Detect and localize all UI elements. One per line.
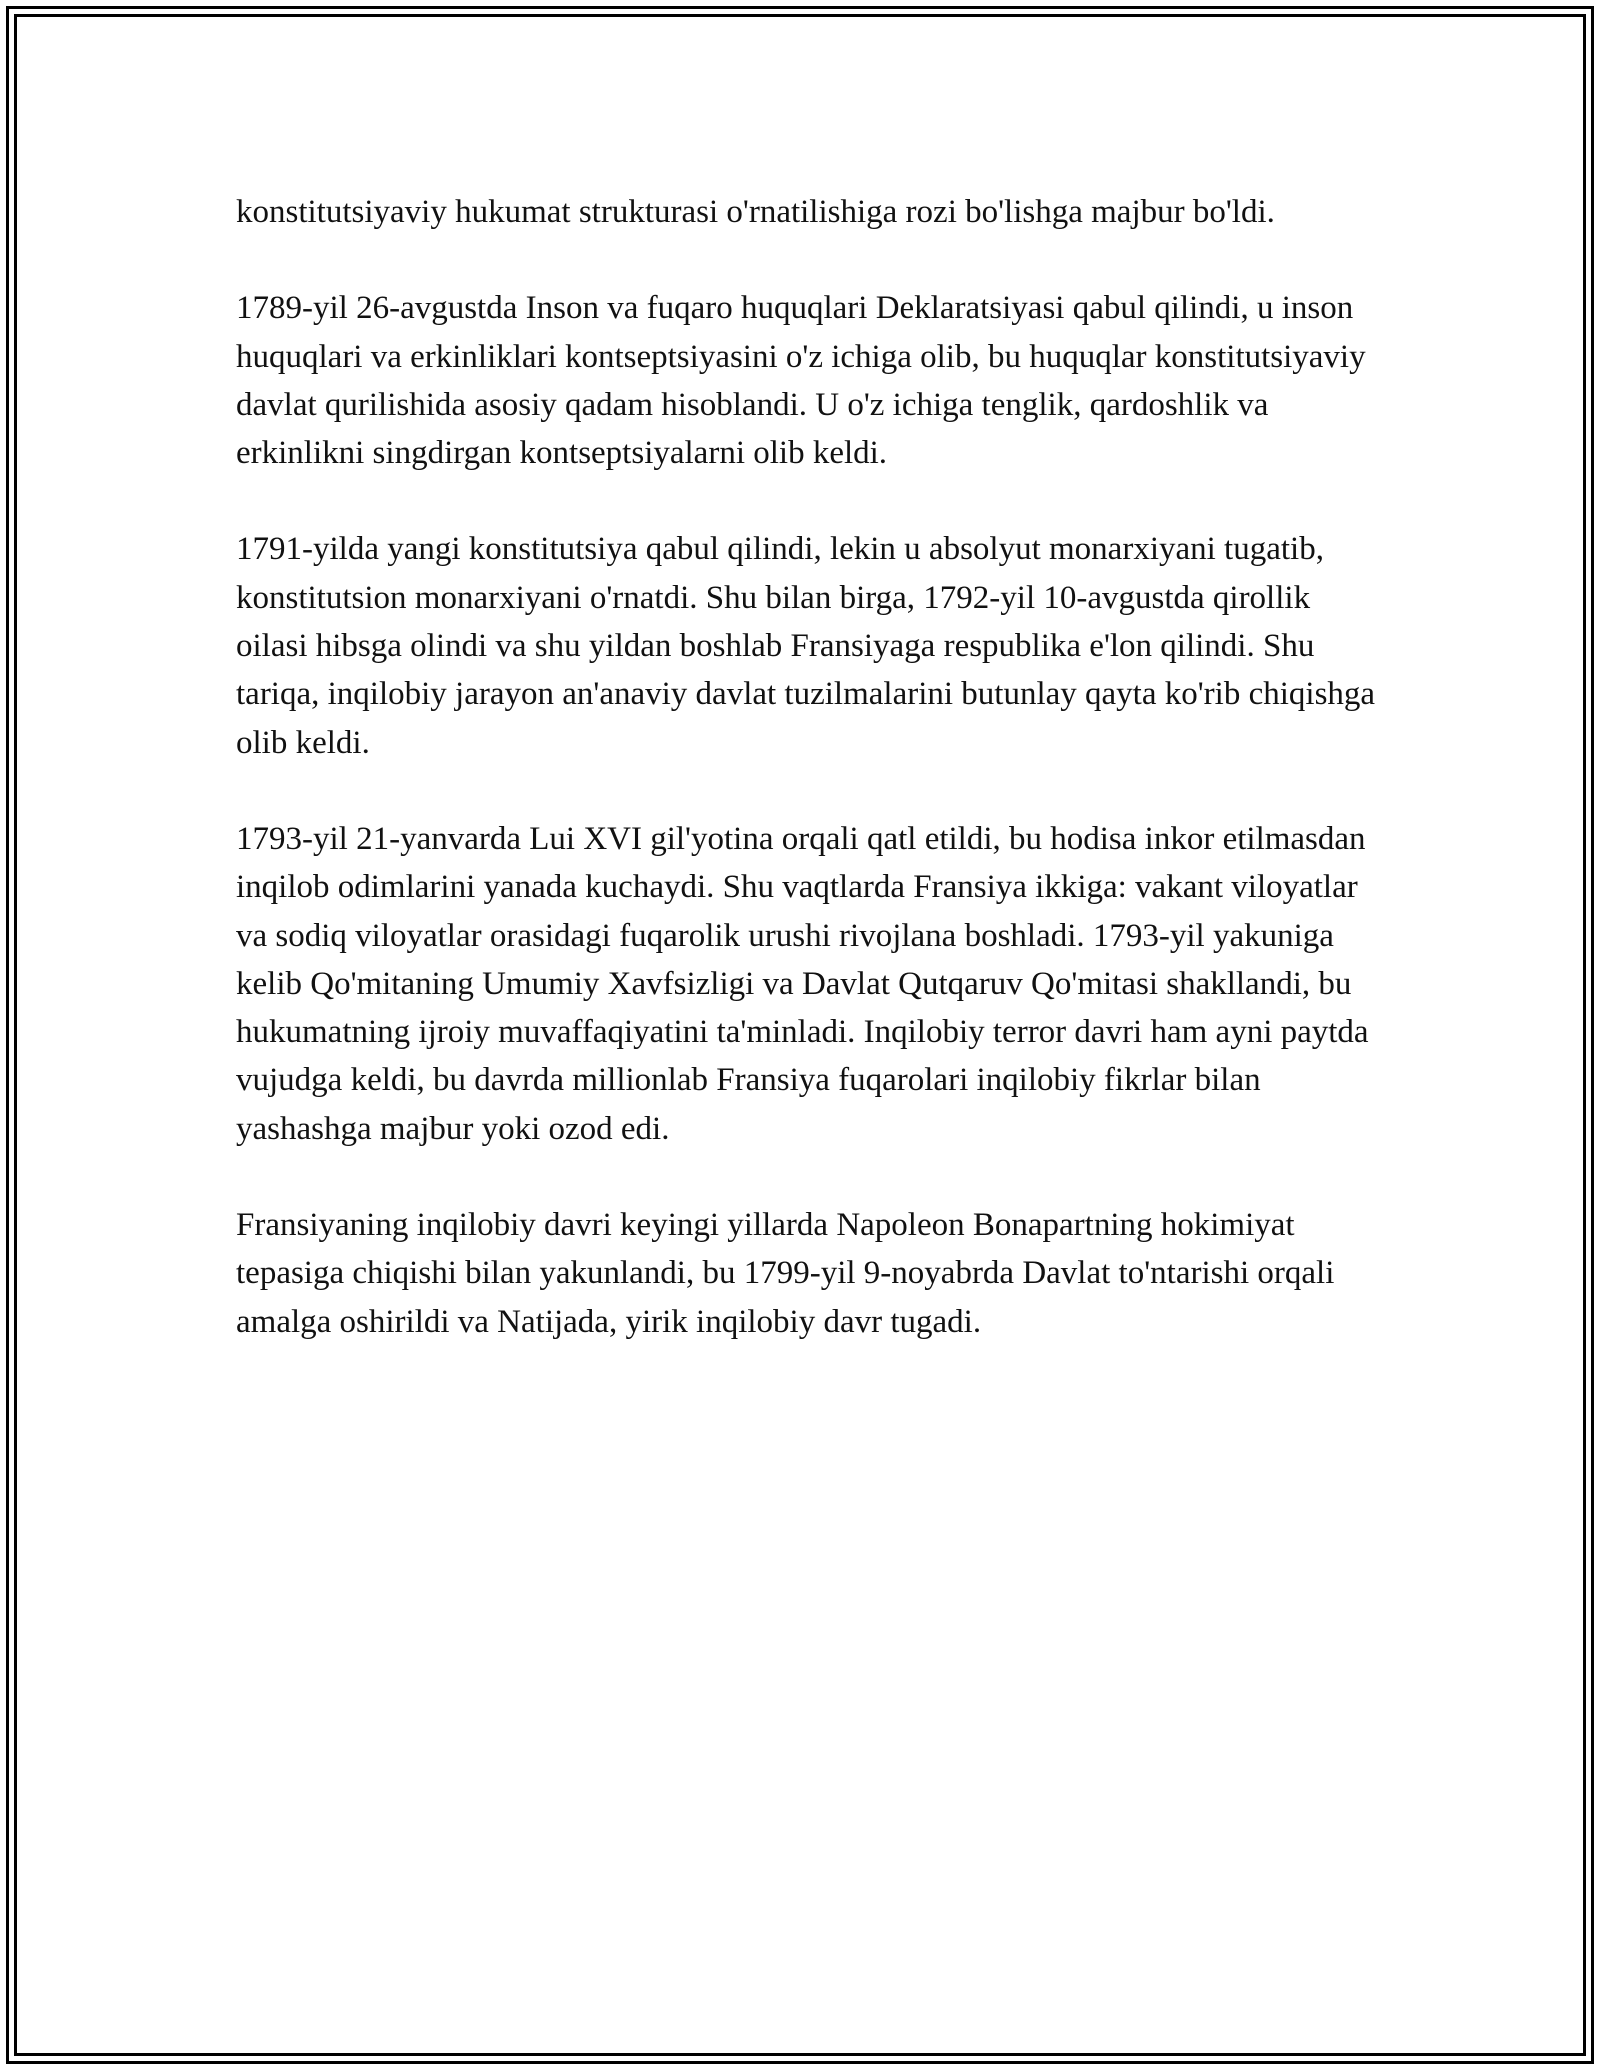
paragraph-3: 1791-yilda yangi konstitutsiya qabul qilindi, lekin u absolyut monarxiyani tugatib, konstitutsion monarxiyani o'rnatdi. Shu bilan birga, 1792-yil 10-avgustda qirollik oilasi hibsga olindi va shu yildan boshlab Fransiyaga respublika e'lon qilindi. Shu tariqa, inqilobiy jarayon an'anaviy davlat tuzilmalarini butunlay qayta ko'rib chiqishga olib keldi. bbox=[236, 531, 1376, 761]
document-body bbox=[236, 188, 1386, 1394]
paragraph-5: Fransiyaning inqilobiy davri keyingi yillarda Napoleon Bonapartning hokimiyat tepasiga chiqishi bilan yakunlandi, bu 1799-yil 9-noyabrda Davlat to'ntarishi orqali amalga oshirildi va Natijada, yirik inqilobiy davr tugadi. bbox=[236, 1207, 1335, 1340]
paragraph-2: 1789-yil 26-avgustda Inson va fuqaro huquqlari Deklaratsiyasi qabul qilindi, u inson huquqlari va erkinliklari kontseptsiyasini o'z ichiga olib, bu huquqlar konstitutsiyaviy davlat qurilishida asosiy qadam hisoblandi. U o'z ichiga tenglik, qardoshlik va erkinlikni singdirgan kontseptsiyalarni olib keldi. bbox=[236, 290, 1366, 472]
paragraph-1: konstitutsiyaviy hukumat strukturasi o'rnatilishiga rozi bo'lishga majbur bo'ldi. bbox=[236, 194, 1275, 230]
paragraph-4: 1793-yil 21-yanvarda Lui XVI gil'yotina orqali qatl etildi, bu hodisa inkor etilmasdan inqilob odimlarini yanada kuchaydi. Shu vaqtlarda Fransiya ikkiga: vakant viloyatlar va sodiq viloyatlar orasidagi fuqarolik urushi rivojlana boshladi. 1793-yil yakuniga kelib Qo'mitaning Umumiy Xavfsizligi va Davlat Qutqaruv Qo'mitasi shakllandi, bu hukumatning ijroiy muvaffaqiyatini ta'minladi. Inqilobiy terror davri ham ayni paytda vujudga keldi, bu davrda millionlab Fransiya fuqarolari inqilobiy fikrlar bilan yashashga majbur yoki ozod edi. bbox=[236, 820, 1369, 1147]
